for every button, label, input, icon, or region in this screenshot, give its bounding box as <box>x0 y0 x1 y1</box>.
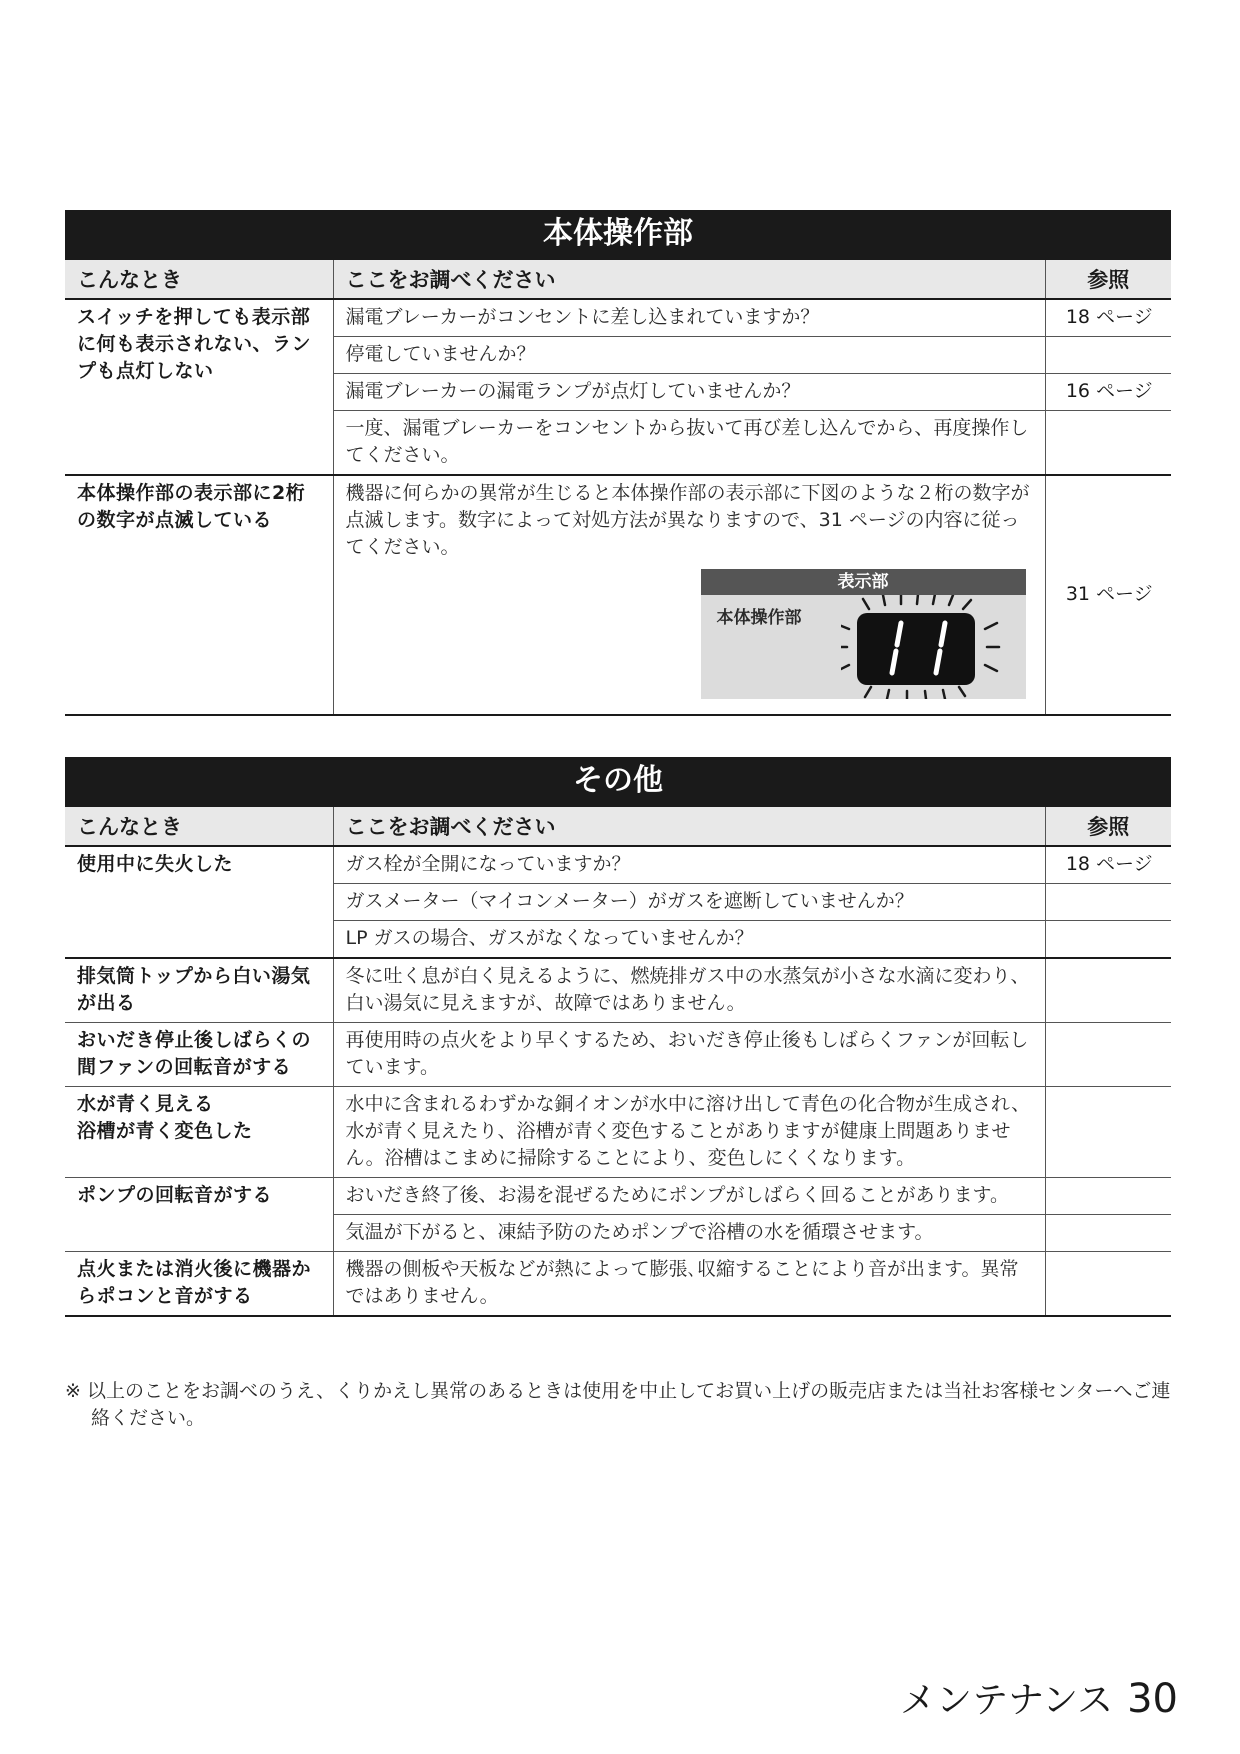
condition-cell: ポンプの回転音がする <box>65 1178 333 1252</box>
table-row <box>65 958 1171 1023</box>
table-row <box>65 1178 1171 1215</box>
table-row <box>65 1087 1171 1178</box>
ref-cell <box>1045 1023 1171 1087</box>
troubleshoot-table <box>65 805 1171 1317</box>
table-row <box>65 1023 1171 1087</box>
header-check: ここをお調べください <box>333 259 1045 299</box>
check-cell: LP ガスの場合、ガスがなくなっていませんか？ <box>333 921 1045 959</box>
ref-cell <box>1045 411 1171 476</box>
check-cell: 水中に含まれるわずかな銅イオンが水中に溶け出して青色の化合物が生成され、水が青く見えたり、浴槽が青く変色することがありますが健康上問題ありません。浴槽はこまめに掃除することにより、変色しにくくなります。 <box>333 1087 1045 1178</box>
table-row <box>65 846 1171 884</box>
check-cell: 機器の側板や天板などが熱によって膨張､収縮することにより音が出ます。異常ではありません。 <box>333 1252 1045 1317</box>
blinking-digits-icon <box>841 595 1021 699</box>
ref-cell <box>1045 958 1171 1023</box>
troubleshoot-table <box>65 258 1171 716</box>
header-ref: 参照 <box>1045 806 1171 846</box>
section-title: 本体操作部 <box>65 210 1171 258</box>
footer-section-name: メンテナンス <box>899 1680 1114 1721</box>
check-cell: 一度、漏電ブレーカーをコンセントから抜いて再び差し込んでから、再度操作してください。 <box>333 411 1045 476</box>
condition-cell: おいだき停止後しばらくの間ファンの回転音がする <box>65 1023 333 1087</box>
table-row <box>65 1252 1171 1317</box>
ref-cell <box>1045 1087 1171 1178</box>
check-cell: 停電していませんか？ <box>333 337 1045 374</box>
check-cell: おいだき終了後、お湯を混ぜるためにポンプがしばらく回ることがあります。 <box>333 1178 1045 1215</box>
ref-cell <box>1045 884 1171 921</box>
ref-cell: 18 ページ <box>1045 299 1171 337</box>
condition-cell: 本体操作部の表示部に2桁の数字が点滅している <box>65 475 333 715</box>
table-row <box>65 299 1171 337</box>
ref-cell <box>1045 1252 1171 1317</box>
section-main-unit <box>65 210 1171 716</box>
check-cell: ガス栓が全開になっていますか？ <box>333 846 1045 884</box>
check-cell: 漏電ブレーカーの漏電ランプが点灯していませんか？ <box>333 374 1045 411</box>
check-cell <box>333 475 1045 715</box>
condition-cell: 点火または消火後に機器からポコンと音がする <box>65 1252 333 1317</box>
ref-cell: 31 ページ <box>1045 475 1171 715</box>
footnote: ※ 以上のことをお調べのうえ、くりかえし異常のあるときは使用を中止してお買い上げの販売店または当社お客様センターへご連絡ください。 <box>65 1380 1171 1429</box>
condition-cell: 使用中に失火した <box>65 846 333 958</box>
header-condition: こんなとき <box>65 259 333 299</box>
table-header-row <box>65 806 1171 846</box>
header-condition: こんなとき <box>65 806 333 846</box>
check-cell: 冬に吐く息が白く見えるように、燃焼排ガス中の水蒸気が小さな水滴に変わり、白い湯気に見えますが、故障ではありません。 <box>333 958 1045 1023</box>
page-number: 30 <box>1127 1676 1178 1722</box>
condition-cell: スイッチを押しても表示部に何も表示されない、ランプも点灯しない <box>65 299 333 475</box>
section-other <box>65 757 1171 1317</box>
check-cell: 再使用時の点火をより早くするため、おいだき停止後もしばらくファンが回転しています。 <box>333 1023 1045 1087</box>
ref-cell: 18 ページ <box>1045 846 1171 884</box>
ref-cell <box>1045 1215 1171 1252</box>
table-header-row <box>65 259 1171 299</box>
table-row <box>65 475 1171 715</box>
ref-cell <box>1045 921 1171 959</box>
condition-cell: 排気筒トップから白い湯気が出る <box>65 958 333 1023</box>
header-check: ここをお調べください <box>333 806 1045 846</box>
check-text: 機器に何らかの異常が生じると本体操作部の表示部に下図のような２桁の数字が点滅します。数字によって対処方法が異なりますので、31 ページの内容に従ってください。 <box>345 482 1030 558</box>
check-cell: 気温が下がると、凍結予防のためポンプで浴槽の水を循環させます。 <box>333 1215 1045 1252</box>
ref-cell: 16 ページ <box>1045 374 1171 411</box>
ref-cell <box>1045 1178 1171 1215</box>
page-footer <box>900 1672 1178 1723</box>
section-title: その他 <box>65 757 1171 805</box>
header-ref: 参照 <box>1045 259 1171 299</box>
display-header: 表示部 <box>701 569 1026 595</box>
display-illustration <box>701 569 1026 699</box>
display-label: 本体操作部 <box>716 608 802 628</box>
ref-cell <box>1045 337 1171 374</box>
condition-cell: 水が青く見える 浴槽が青く変色した <box>65 1087 333 1178</box>
check-cell: 漏電ブレーカーがコンセントに差し込まれていますか？ <box>333 299 1045 337</box>
check-cell: ガスメーター（マイコンメーター）がガスを遮断していませんか？ <box>333 884 1045 921</box>
